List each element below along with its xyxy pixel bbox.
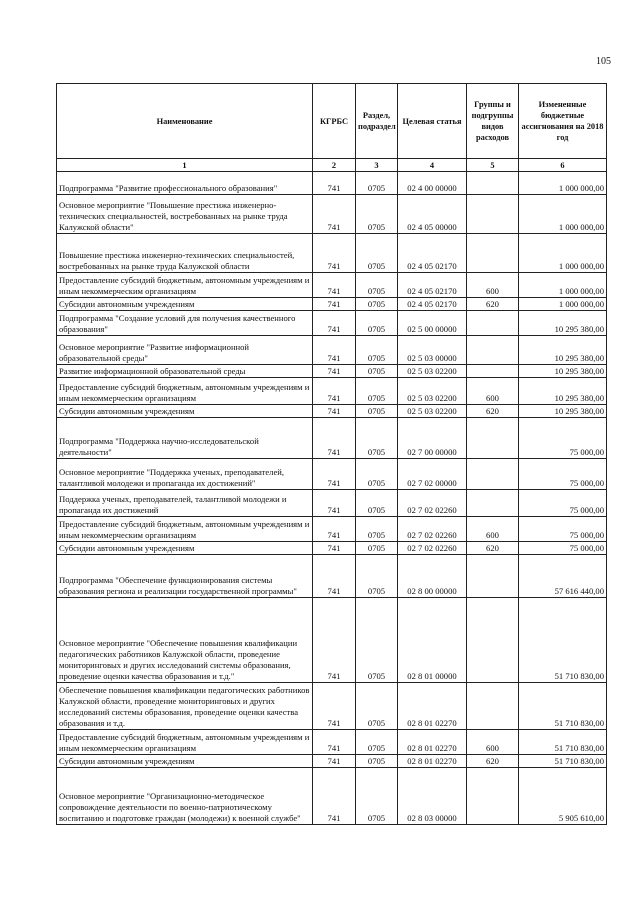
cell-kgrbs: 741 — [313, 598, 356, 683]
cell-name: Развитие информационной образовательной среды — [57, 365, 313, 378]
cell-amount: 1 000 000,00 — [519, 298, 607, 311]
header-razdel: Раздел, подраздел — [356, 84, 398, 159]
table-row — [57, 490, 607, 517]
cell-amount: 10 295 380,00 — [519, 311, 607, 336]
cell-statya: 02 5 00 00000 — [398, 311, 467, 336]
cell-vid: 600 — [467, 517, 519, 542]
cell-razdel: 0705 — [356, 755, 398, 768]
cell-name: Предоставление субсидий бюджетным, автономным учреждениям и иным некоммерческим организациям — [57, 730, 313, 755]
table-row — [57, 405, 607, 418]
cell-vid: 600 — [467, 273, 519, 298]
cell-razdel: 0705 — [356, 311, 398, 336]
table-row — [57, 542, 607, 555]
cell-razdel: 0705 — [356, 336, 398, 365]
cell-statya: 02 8 01 00000 — [398, 598, 467, 683]
cell-kgrbs: 741 — [313, 490, 356, 517]
table-row — [57, 365, 607, 378]
cell-name: Субсидии автономным учреждениям — [57, 755, 313, 768]
table-row — [57, 418, 607, 459]
page-number: 105 — [596, 56, 611, 67]
cell-amount: 75 000,00 — [519, 459, 607, 490]
cell-kgrbs: 741 — [313, 683, 356, 730]
cell-statya: 02 8 00 00000 — [398, 555, 467, 598]
cell-razdel: 0705 — [356, 365, 398, 378]
table-row — [57, 378, 607, 405]
table-row — [57, 683, 607, 730]
cell-statya: 02 8 01 02270 — [398, 730, 467, 755]
cell-vid — [467, 768, 519, 825]
cell-amount: 75 000,00 — [519, 418, 607, 459]
cell-razdel: 0705 — [356, 542, 398, 555]
cell-vid — [467, 311, 519, 336]
cell-vid — [467, 172, 519, 195]
cell-statya: 02 8 01 02270 — [398, 755, 467, 768]
cell-amount: 10 295 380,00 — [519, 378, 607, 405]
cell-razdel: 0705 — [356, 555, 398, 598]
cell-vid — [467, 365, 519, 378]
cell-name: Предоставление субсидий бюджетным, автономным учреждениям и иным некоммерческим организациям — [57, 517, 313, 542]
cell-name: Субсидии автономным учреждениям — [57, 405, 313, 418]
cell-amount: 1 000 000,00 — [519, 234, 607, 273]
cell-razdel: 0705 — [356, 298, 398, 311]
cell-statya: 02 4 05 00000 — [398, 195, 467, 234]
budget-table — [56, 83, 607, 825]
cell-amount: 51 710 830,00 — [519, 730, 607, 755]
cell-razdel: 0705 — [356, 730, 398, 755]
cell-statya: 02 5 03 02200 — [398, 405, 467, 418]
cell-vid — [467, 418, 519, 459]
cell-kgrbs: 741 — [313, 555, 356, 598]
cell-name: Поддержка ученых, преподавателей, талантливой молодежи и пропаганда их достижений — [57, 490, 313, 517]
cell-name: Предоставление субсидий бюджетным, автономным учреждениям и иным некоммерческим организациям — [57, 273, 313, 298]
column-number: 6 — [519, 159, 607, 172]
cell-vid — [467, 234, 519, 273]
table-row — [57, 598, 607, 683]
cell-statya: 02 5 03 02200 — [398, 378, 467, 405]
cell-kgrbs: 741 — [313, 273, 356, 298]
cell-amount: 1 000 000,00 — [519, 195, 607, 234]
table-row — [57, 768, 607, 825]
table-row — [57, 555, 607, 598]
cell-statya: 02 4 00 00000 — [398, 172, 467, 195]
cell-name: Субсидии автономным учреждениям — [57, 298, 313, 311]
cell-statya: 02 7 02 02260 — [398, 517, 467, 542]
cell-vid — [467, 683, 519, 730]
column-number: 3 — [356, 159, 398, 172]
cell-statya: 02 4 05 02170 — [398, 273, 467, 298]
cell-name: Основное мероприятие "Обеспечение повышения квалификации педагогических работников Калужской области, проведение мониторинговых и других исследований системы образования, проведение оценки качества образования и т.д." — [57, 598, 313, 683]
cell-name: Основное мероприятие "Организационно-методическое сопровождение деятельности по военно-патриотическому воспитанию и подготовке граждан (молодежи) к военной службе" — [57, 768, 313, 825]
cell-amount: 75 000,00 — [519, 517, 607, 542]
cell-vid — [467, 336, 519, 365]
table-row — [57, 195, 607, 234]
cell-vid: 620 — [467, 542, 519, 555]
table-row — [57, 273, 607, 298]
cell-razdel: 0705 — [356, 598, 398, 683]
cell-amount: 75 000,00 — [519, 542, 607, 555]
cell-statya: 02 5 03 00000 — [398, 336, 467, 365]
header-amount: Измененные бюджетные ассигнования на 2018 год — [519, 84, 607, 159]
cell-kgrbs: 741 — [313, 195, 356, 234]
cell-amount: 10 295 380,00 — [519, 336, 607, 365]
header-vid: Группы и подгруппы видов расходов — [467, 84, 519, 159]
column-number: 1 — [57, 159, 313, 172]
cell-amount: 1 000 000,00 — [519, 172, 607, 195]
cell-kgrbs: 741 — [313, 378, 356, 405]
cell-amount: 10 295 380,00 — [519, 365, 607, 378]
cell-razdel: 0705 — [356, 459, 398, 490]
table-row — [57, 336, 607, 365]
cell-razdel: 0705 — [356, 683, 398, 730]
table-row — [57, 298, 607, 311]
cell-amount: 51 710 830,00 — [519, 755, 607, 768]
cell-kgrbs: 741 — [313, 768, 356, 825]
header-name: Наименование — [57, 84, 313, 159]
cell-name: Предоставление субсидий бюджетным, автономным учреждениям и иным некоммерческим организациям — [57, 378, 313, 405]
table-row — [57, 517, 607, 542]
cell-kgrbs: 741 — [313, 405, 356, 418]
cell-razdel: 0705 — [356, 378, 398, 405]
cell-name: Субсидии автономным учреждениям — [57, 542, 313, 555]
column-number: 4 — [398, 159, 467, 172]
cell-statya: 02 7 00 00000 — [398, 418, 467, 459]
cell-kgrbs: 741 — [313, 755, 356, 768]
cell-amount: 57 616 440,00 — [519, 555, 607, 598]
table-row — [57, 730, 607, 755]
cell-name: Подпрограмма "Развитие профессионального образования" — [57, 172, 313, 195]
cell-kgrbs: 741 — [313, 298, 356, 311]
table-row — [57, 311, 607, 336]
cell-razdel: 0705 — [356, 234, 398, 273]
cell-kgrbs: 741 — [313, 459, 356, 490]
cell-vid: 620 — [467, 405, 519, 418]
header-kgrbs: КГРБС — [313, 84, 356, 159]
cell-razdel: 0705 — [356, 405, 398, 418]
cell-vid: 620 — [467, 755, 519, 768]
cell-statya: 02 7 02 00000 — [398, 459, 467, 490]
cell-statya: 02 8 01 02270 — [398, 683, 467, 730]
cell-name: Подпрограмма "Поддержка научно-исследовательской деятельности" — [57, 418, 313, 459]
cell-statya: 02 4 05 02170 — [398, 298, 467, 311]
cell-razdel: 0705 — [356, 172, 398, 195]
cell-name: Повышение престижа инженерно-технических специальностей, востребованных на рынке труда Калужской области — [57, 234, 313, 273]
cell-vid — [467, 195, 519, 234]
cell-razdel: 0705 — [356, 195, 398, 234]
cell-amount: 51 710 830,00 — [519, 598, 607, 683]
cell-amount: 1 000 000,00 — [519, 273, 607, 298]
cell-statya: 02 7 02 02260 — [398, 542, 467, 555]
cell-kgrbs: 741 — [313, 517, 356, 542]
cell-kgrbs: 741 — [313, 336, 356, 365]
cell-vid — [467, 490, 519, 517]
cell-vid — [467, 555, 519, 598]
cell-amount: 5 905 610,00 — [519, 768, 607, 825]
cell-razdel: 0705 — [356, 768, 398, 825]
cell-amount: 51 710 830,00 — [519, 683, 607, 730]
cell-razdel: 0705 — [356, 490, 398, 517]
cell-name: Основное мероприятие "Повышение престижа инженерно-технических специальностей, востребованных на рынке труда Калужской области" — [57, 195, 313, 234]
cell-vid: 600 — [467, 730, 519, 755]
cell-vid: 620 — [467, 298, 519, 311]
table-row — [57, 755, 607, 768]
cell-razdel: 0705 — [356, 418, 398, 459]
cell-vid — [467, 459, 519, 490]
cell-statya: 02 4 05 02170 — [398, 234, 467, 273]
cell-amount: 10 295 380,00 — [519, 405, 607, 418]
cell-statya: 02 8 03 00000 — [398, 768, 467, 825]
table-body — [57, 172, 607, 825]
table-row — [57, 459, 607, 490]
cell-vid: 600 — [467, 378, 519, 405]
cell-vid — [467, 598, 519, 683]
cell-razdel: 0705 — [356, 517, 398, 542]
table-row — [57, 234, 607, 273]
cell-kgrbs: 741 — [313, 311, 356, 336]
table-row — [57, 172, 607, 195]
cell-razdel: 0705 — [356, 273, 398, 298]
cell-kgrbs: 741 — [313, 172, 356, 195]
cell-name: Подпрограмма "Создание условий для получения качественного образования" — [57, 311, 313, 336]
cell-name: Основное мероприятие "Поддержка ученых, преподавателей, талантливой молодежи и пропаганда их достижений" — [57, 459, 313, 490]
header-statya: Целевая статья — [398, 84, 467, 159]
cell-kgrbs: 741 — [313, 365, 356, 378]
cell-statya: 02 7 02 02260 — [398, 490, 467, 517]
column-number: 5 — [467, 159, 519, 172]
cell-kgrbs: 741 — [313, 418, 356, 459]
cell-name: Обеспечение повышения квалификации педагогических работников Калужской области, проведение мониторинговых и других исследований системы образования, проведение оценки качества образования и т.д. — [57, 683, 313, 730]
column-number: 2 — [313, 159, 356, 172]
cell-name: Подпрограмма "Обеспечение функционирования системы образования региона и реализации государственной программы" — [57, 555, 313, 598]
cell-kgrbs: 741 — [313, 542, 356, 555]
cell-kgrbs: 741 — [313, 234, 356, 273]
cell-name: Основное мероприятие "Развитие информационной образовательной среды" — [57, 336, 313, 365]
cell-statya: 02 5 03 02200 — [398, 365, 467, 378]
cell-amount: 75 000,00 — [519, 490, 607, 517]
cell-kgrbs: 741 — [313, 730, 356, 755]
